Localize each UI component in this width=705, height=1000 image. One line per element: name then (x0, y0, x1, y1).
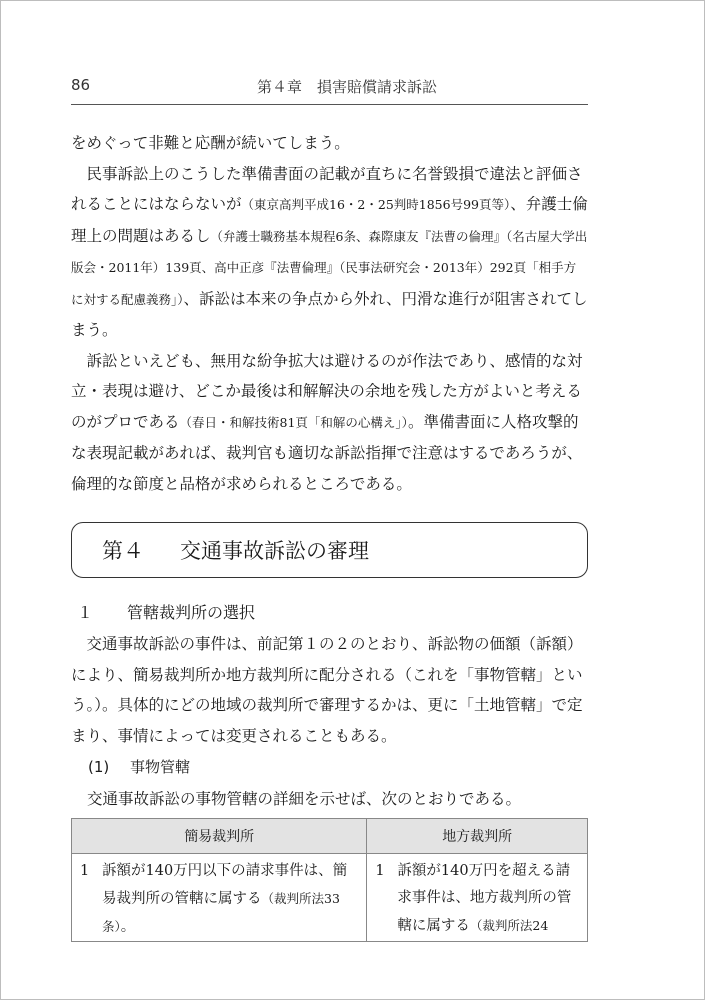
running-head: 第４章 損害賠償請求訴訟 (256, 78, 437, 96)
cell-text: 訴額が140万円以下の請求事件は、簡易裁判所の管轄に属する (102, 863, 348, 907)
subsection-heading (71, 600, 255, 623)
cell-text: 。 (120, 919, 136, 935)
subsection-number: １ (77, 603, 94, 622)
table-cell (367, 854, 588, 942)
paragraph-text: 、訴訟は本来の争点から外れ、円滑な進行が阻害されてしまう。 (71, 289, 588, 339)
list-item (375, 858, 579, 940)
citation: （春日・和解技術81頁「和解の心構え」） (179, 414, 408, 430)
table-row (72, 854, 588, 942)
body-text-subsection (71, 629, 588, 751)
page-number: 86 (71, 76, 91, 94)
paragraph: 交通事故訴訟の事件は、前記第１の２のとおり、訴訟物の価額（訴額）により、簡易裁判所か地方裁判所に配分される（これを「事物管轄」という。）。具体的にどの地域の裁判所で審理するかは、更に「土地管轄」で定まり、事情によっては変更されることもある。 (71, 635, 583, 745)
section-number: 第４ (102, 539, 144, 563)
paragraph-text: をめぐって非難と応酬が続いてしまう。 (71, 134, 350, 152)
section-title: 交通事故訴訟の審理 (180, 539, 369, 563)
cell-text: 訴額が140万円を超える請求事件は、地方裁判所の管轄に属する (397, 863, 572, 934)
body-text-top (71, 128, 588, 499)
subsection-title: 管轄裁判所の選択 (127, 603, 256, 622)
paragraph (71, 128, 588, 159)
item-text (397, 858, 579, 940)
paragraph-text: 民事訴訟上のこうした準備書面の記載が直ちに名誉毀損で違法と評価されることにはならないが (71, 164, 583, 213)
paragraph (71, 346, 588, 500)
subsubsection-title: 事物管轄 (130, 758, 191, 776)
citation: （弁護士職務基本規程6条、森際康友『法曹の倫理』（名古屋大学出版会・2011年）139頁、高中正彦『法曹倫理』（民事法研究会・2013年）292頁「相手方に対する配慮義務」） (71, 228, 588, 307)
jurisdiction-table (71, 818, 588, 942)
citation: （裁判所法24 (469, 918, 549, 933)
item-number: 1 (80, 863, 90, 879)
citation: （東京高判平成16・2・25判時1856号99頁等） (241, 197, 511, 212)
section-heading-box (71, 522, 588, 578)
page-header (71, 74, 588, 105)
subsubsection-number: (1) (88, 758, 110, 776)
table-lead-text: 交通事故訴訟の事物管轄の詳細を示せば、次のとおりである。 (87, 790, 522, 808)
item-number: 1 (375, 863, 385, 879)
citation: （裁判所法33条） (102, 891, 340, 934)
item-text (102, 858, 358, 941)
subsubsection-heading (88, 756, 190, 777)
table-header: 地方裁判所 (367, 819, 588, 854)
table-header-row (72, 819, 588, 854)
table-header: 簡易裁判所 (72, 819, 367, 854)
paragraph-text: 、弁護士倫理上の問題はあるし (71, 195, 588, 245)
list-item (80, 858, 358, 941)
paragraph-text: 。準備書面に人格攻撃的な表現記載があれば、裁判官も適切な訴訟指揮で注意はするであろうが、倫理的な節度と品格が求められるところである。 (71, 412, 583, 493)
paragraph (71, 159, 588, 346)
paragraph-text: 訴訟といえども、無用な紛争拡大は避けるのが作法であり、感情的な対立・表現は避け、どこか最後は和解解決の余地を残した方がよいと考えるのがプロである (71, 351, 583, 431)
table-cell (72, 854, 367, 942)
